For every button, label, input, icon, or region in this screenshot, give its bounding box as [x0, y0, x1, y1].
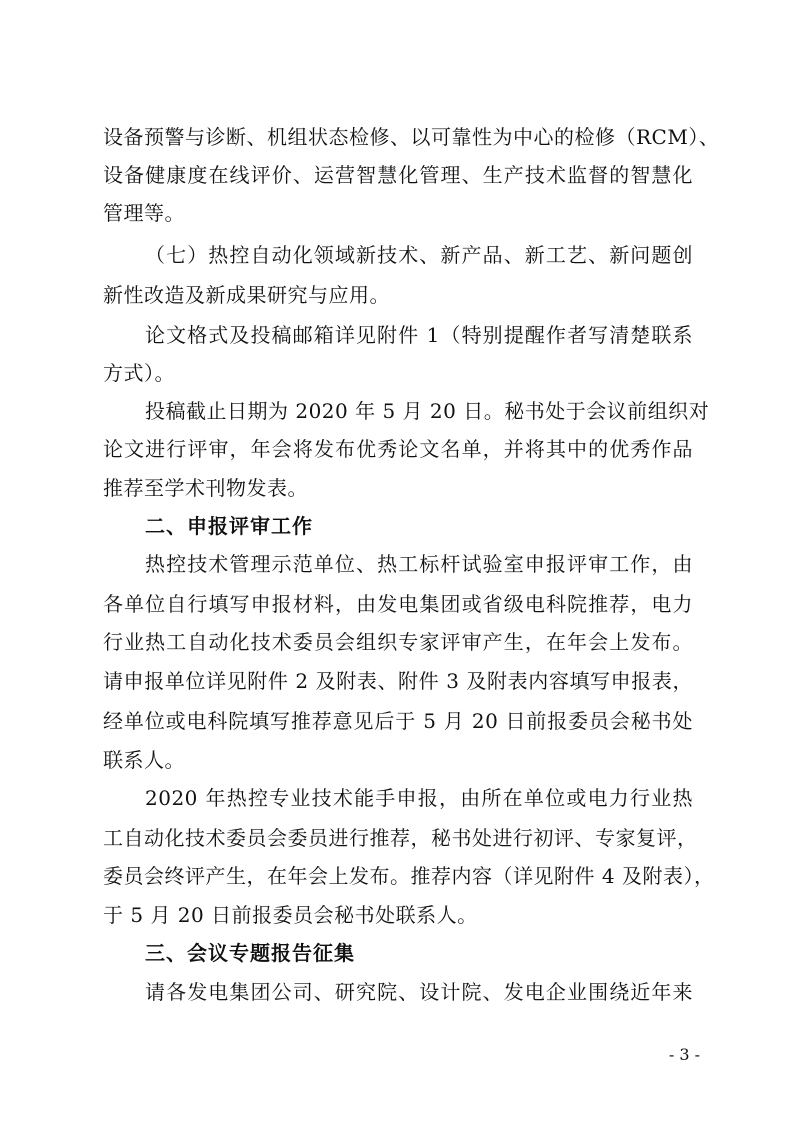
paragraph-4-line-2: 论文进行评审，年会将发布优秀论文名单，并将其中的优秀作品	[103, 437, 693, 461]
paragraph-5-line-6: 联系人。	[103, 748, 185, 772]
paragraph-4-line-3: 推荐至学术刊物发表。	[103, 476, 308, 500]
paragraph-3-line-1: 论文格式及投稿邮箱详见附件 1（特别提醒作者写清楚联系	[145, 323, 693, 347]
page-number: - 3 -	[668, 1045, 700, 1064]
paragraph-3-line-2: 方式）。	[103, 361, 175, 385]
paragraph-5-line-5: 经单位或电科院填写推荐意见后于 5 月 20 日前报委员会秘书处	[103, 709, 693, 733]
paragraph-6-line-2: 工自动化技术委员会委员进行推荐，秘书处进行初评、专家复评，	[103, 826, 698, 850]
paragraph-5-line-4: 请申报单位详见附件 2 及附表、附件 3 及附表内容填写申报表，	[103, 669, 693, 693]
paragraph-6-line-4: 于 5 月 20 日前报委员会秘书处联系人。	[103, 903, 478, 927]
paragraph-6-line-1: 2020 年热控专业技术能手申报，由所在单位或电力行业热	[145, 786, 693, 810]
section-heading-2: 二、申报评审工作	[145, 514, 313, 538]
paragraph-1-line-2: 设备健康度在线评价、运营智慧化管理、生产技术监督的智慧化	[103, 163, 693, 187]
paragraph-1-line-3: 管理等。	[103, 201, 185, 225]
section-heading-3: 三、会议专题报告征集	[145, 941, 355, 965]
paragraph-5-line-2: 各单位自行填写申报材料，由发电集团或省级电科院推荐，电力	[103, 592, 693, 616]
paragraph-2-line-1: （七）热控自动化领域新技术、新产品、新工艺、新问题创	[145, 243, 693, 267]
paragraph-6-line-3: 委员会终评产生，在年会上发布。推荐内容（详见附件 4 及附表），	[103, 864, 715, 888]
paragraph-4-line-1: 投稿截止日期为 2020 年 5 月 20 日。秘书处于会议前组织对	[145, 399, 710, 423]
paragraph-5-line-1: 热控技术管理示范单位、热工标杆试验室申报评审工作，由	[145, 552, 693, 576]
paragraph-7-line-1: 请各发电集团公司、研究院、设计院、发电企业围绕近年来	[145, 980, 693, 1004]
paragraph-2-line-2: 新性改造及新成果研究与应用。	[103, 283, 390, 307]
paragraph-1-line-1: 设备预警与诊断、机组状态检修、以可靠性为中心的检修（RCM）、	[103, 125, 720, 149]
paragraph-5-line-3: 行业热工自动化技术委员会组织专家评审产生，在年会上发布。	[103, 630, 693, 654]
